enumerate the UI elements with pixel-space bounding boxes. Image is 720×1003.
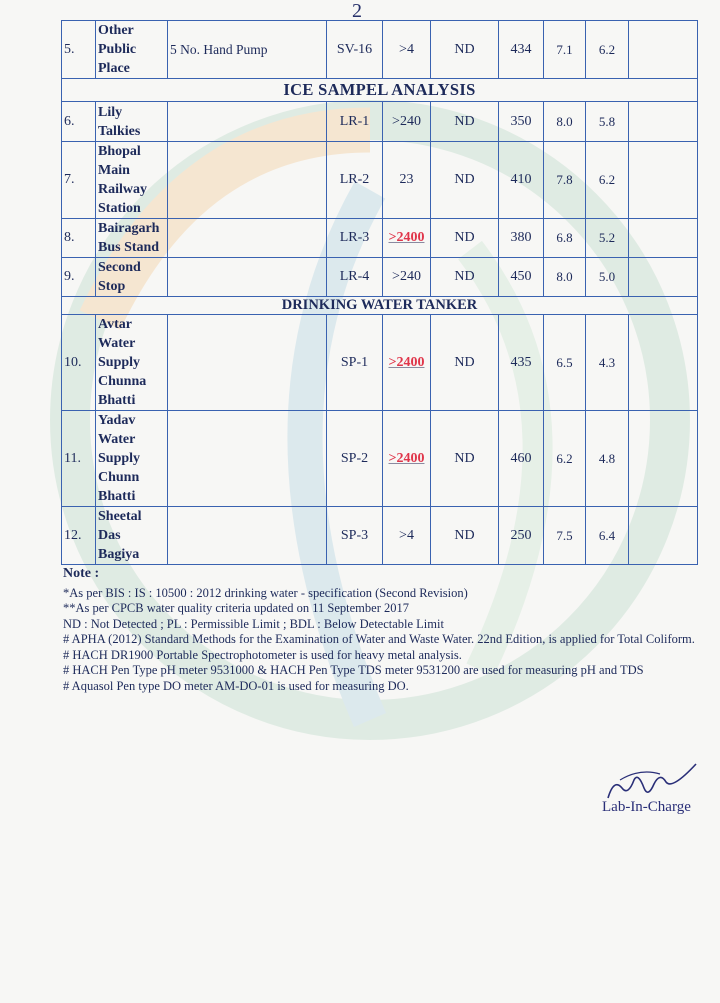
coliform-exceeds-value: >2400: [388, 230, 425, 245]
ecoli: ND: [431, 507, 499, 565]
serial-number: 8.: [62, 219, 96, 258]
total-coliform: [383, 315, 431, 411]
dissolved-oxygen: 5.2: [586, 219, 629, 258]
table-row: [62, 142, 698, 219]
tds: 250: [499, 507, 544, 565]
source-type: [168, 507, 327, 565]
tds: 435: [499, 315, 544, 411]
blank-cell: [629, 219, 698, 258]
ecoli: ND: [431, 142, 499, 219]
lab-in-charge-label: Lab-In-Charge: [602, 799, 691, 815]
table-row: [62, 315, 698, 411]
source-type: [168, 142, 327, 219]
note-line: # APHA (2012) Standard Methods for the Examination of Water and Waste Water. 22nd Edition, is applied for Total Coliform.: [63, 632, 695, 646]
total-coliform: >4: [383, 507, 431, 565]
total-coliform: [383, 219, 431, 258]
section-header-ice: [62, 79, 698, 102]
blank-cell: [629, 507, 698, 565]
table-row: [62, 102, 698, 142]
table-row: [62, 219, 698, 258]
sample-code: SP-2: [327, 411, 383, 507]
tds: 434: [499, 21, 544, 79]
serial-number: 6.: [62, 102, 96, 142]
tds: 380: [499, 219, 544, 258]
tds: 460: [499, 411, 544, 507]
sample-code: LR-3: [327, 219, 383, 258]
note-line: # Aquasol Pen type DO meter AM-DO-01 is used for measuring DO.: [63, 678, 409, 693]
dissolved-oxygen: 5.8: [586, 102, 629, 142]
section-title: DRINKING WATER TANKER: [62, 297, 698, 315]
dissolved-oxygen: 6.2: [586, 142, 629, 219]
sample-code: LR-4: [327, 258, 383, 297]
blank-cell: [629, 258, 698, 297]
note-line: *As per BIS : IS : 10500 : 2012 drinking water - specification (Second Revision): [63, 585, 468, 600]
total-coliform: >240: [383, 102, 431, 142]
serial-number: 7.: [62, 142, 96, 219]
water-quality-table: [61, 20, 698, 565]
source-type: [168, 411, 327, 507]
source-type: [168, 258, 327, 297]
note-line: **As per CPCB water quality criteria updated on 11 September 2017: [63, 601, 409, 615]
location-name: Second Stop: [96, 258, 168, 297]
page-number: 2: [352, 0, 362, 22]
location-name: Bhopal Main Railway Station: [96, 142, 168, 219]
location-name: Yadav Water Supply Chunn Bhatti: [96, 411, 168, 507]
location-name: Lily Talkies: [96, 102, 168, 142]
note-line: # HACH DR1900 Portable Spectrophotometer is used for heavy metal analysis.: [63, 647, 462, 662]
ph: 6.5: [544, 315, 586, 411]
dissolved-oxygen: 6.2: [586, 21, 629, 79]
ph: 7.1: [544, 21, 586, 79]
location-name: Sheetal Das Bagiya: [96, 507, 168, 565]
ph: 8.0: [544, 102, 586, 142]
ph: 8.0: [544, 258, 586, 297]
total-coliform: 23: [383, 142, 431, 219]
table-row: [62, 21, 698, 79]
location-name: Other Public Place: [96, 21, 168, 79]
sample-code: SP-1: [327, 315, 383, 411]
dissolved-oxygen: 4.3: [586, 315, 629, 411]
table-row: [62, 411, 698, 507]
blank-cell: [629, 411, 698, 507]
dissolved-oxygen: 4.8: [586, 411, 629, 507]
serial-number: 12.: [62, 507, 96, 565]
table-row: [62, 258, 698, 297]
source-type: [168, 219, 327, 258]
table-row: [62, 507, 698, 565]
source-type: 5 No. Hand Pump: [168, 21, 327, 79]
ecoli: ND: [431, 258, 499, 297]
sample-code: SP-3: [327, 507, 383, 565]
blank-cell: [629, 102, 698, 142]
ph: 7.5: [544, 507, 586, 565]
tds: 350: [499, 102, 544, 142]
dissolved-oxygen: 5.0: [586, 258, 629, 297]
sample-code: SV-16: [327, 21, 383, 79]
tds: 410: [499, 142, 544, 219]
serial-number: 9.: [62, 258, 96, 297]
dissolved-oxygen: 6.4: [586, 507, 629, 565]
ph: 6.8: [544, 219, 586, 258]
source-type: [168, 102, 327, 142]
sample-code: LR-1: [327, 102, 383, 142]
coliform-exceeds-value: >2400: [388, 450, 425, 466]
total-coliform: [383, 411, 431, 507]
sample-code: LR-2: [327, 142, 383, 219]
note-line: # HACH Pen Type pH meter 9531000 & HACH Pen Type TDS meter 9531200 are used for measuring pH and TDS: [63, 663, 644, 677]
section-title: ICE SAMPEL ANALYSIS: [62, 79, 698, 102]
coliform-exceeds-value: >2400: [388, 354, 425, 370]
total-coliform: >240: [383, 258, 431, 297]
total-coliform: >4: [383, 21, 431, 79]
blank-cell: [629, 21, 698, 79]
serial-number: 10.: [62, 315, 96, 411]
note-line: ND : Not Detected ; PL : Permissible Limit ; BDL : Below Detectable Limit: [63, 616, 444, 631]
ecoli: ND: [431, 102, 499, 142]
tds: 450: [499, 258, 544, 297]
ecoli: ND: [431, 21, 499, 79]
location-name: Bairagarh Bus Stand: [96, 219, 168, 258]
notes-title: Note :: [63, 566, 100, 581]
blank-cell: [629, 315, 698, 411]
ph: 7.8: [544, 142, 586, 219]
ecoli: ND: [431, 411, 499, 507]
serial-number: 11.: [62, 411, 96, 507]
blank-cell: [629, 142, 698, 219]
section-header-tanker: [62, 297, 698, 315]
location-name: Avtar Water Supply Chunna Bhatti: [96, 315, 168, 411]
notes-section: [63, 566, 703, 694]
source-type: [168, 315, 327, 411]
ecoli: ND: [431, 315, 499, 411]
serial-number: 5.: [62, 21, 96, 79]
ecoli: ND: [431, 219, 499, 258]
ph: 6.2: [544, 411, 586, 507]
